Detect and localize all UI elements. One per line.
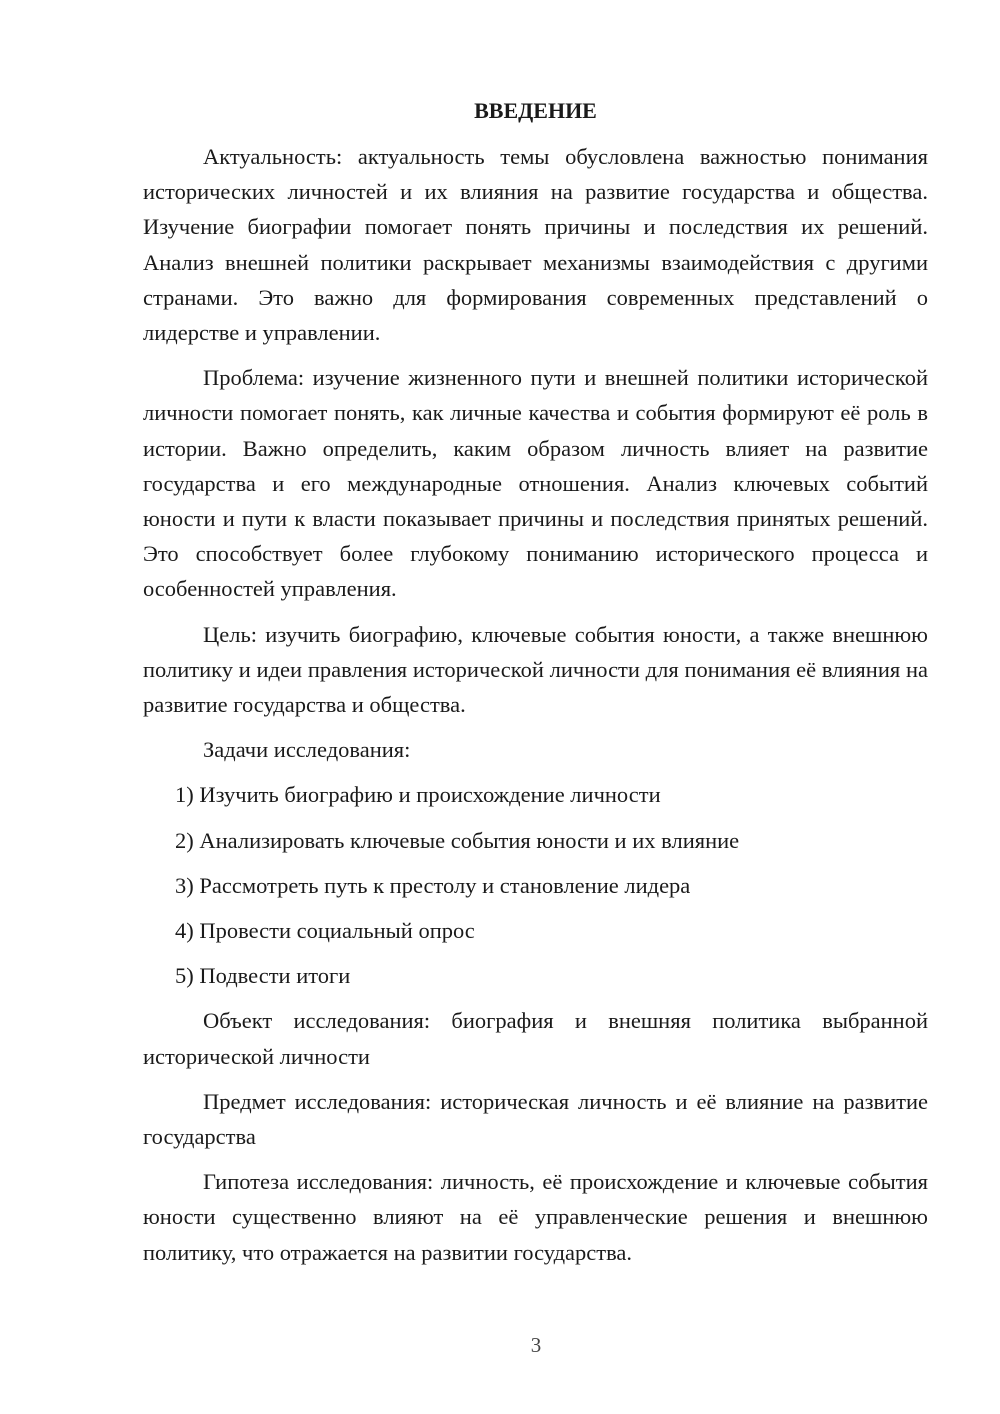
hypothesis-paragraph: Гипотеза исследования: личность, её происхождение и ключевые события юности существенно влияют на её управленческие решения и внешнюю политику, что отражается на развитии государства. — [143, 1169, 928, 1265]
problem-paragraph: Проблема: изучение жизненного пути и внешней политики исторической личности помогает понять, как личные качества и события формируют её роль в истории. Важно определить, каким образом личность влияет на развитие государства и его международные отношения. Анализ ключевых событий юности и пути к власти показывает причины и последствия принятых решений. Это способствует более глубокому пониманию исторического процесса и особенностей управления. — [143, 365, 928, 602]
list-item: 4) Провести социальный опрос — [175, 918, 475, 944]
tasks-heading: Задачи исследования: — [203, 737, 411, 763]
list-item: 1) Изучить биографию и происхождение личности — [175, 782, 661, 808]
tasks-list — [143, 777, 928, 993]
page-title: ВВЕДЕНИЕ — [474, 98, 597, 123]
document-page — [143, 96, 928, 1280]
goal-paragraph: Цель: изучить биографию, ключевые события юности, а также внешнюю политику и идеи правления исторической личности для понимания её влияния на развитие государства и общества. — [143, 621, 928, 718]
relevance-paragraph: Актуальность: актуальность темы обусловлена важностью понимания исторических личностей и их влияния на развитие государства и общества. Изучение биографии помогает понять причины и последствия их решений. Анализ внешней политики раскрывает механизмы взаимодействия с другими странами. Это важно для формирования современных представлений о лидерстве и управлении. — [143, 144, 928, 346]
object-paragraph: Объект исследования: биография и внешняя политика выбранной исторической личности — [143, 1008, 928, 1069]
list-item: 2) Анализировать ключевые события юности и их влияние — [175, 827, 740, 853]
list-item: 5) Подвести итоги — [175, 963, 351, 989]
page-number: 3 — [530, 1333, 542, 1357]
subject-paragraph: Предмет исследования: историческая личность и её влияние на развитие государства — [143, 1088, 928, 1150]
list-item: 3) Рассмотреть путь к престолу и становление лидера — [175, 872, 691, 898]
